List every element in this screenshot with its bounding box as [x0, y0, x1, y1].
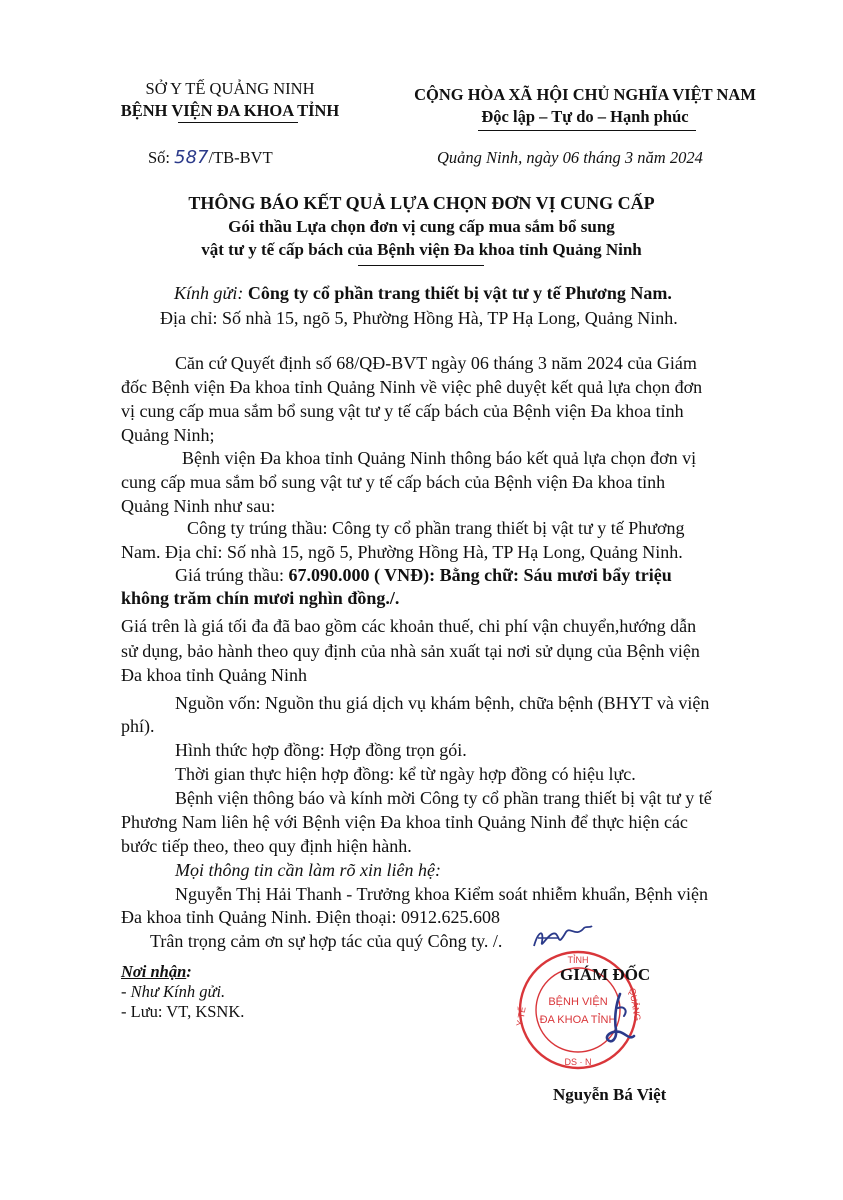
invitation-3: bước tiếp theo, theo quy định hiện hành. [121, 836, 412, 856]
number-prefix: Số: [148, 148, 171, 167]
title-subtitle-1: Gói thầu Lựa chọn đơn vị cung cấp mua sắm bổ sung [228, 217, 615, 236]
winning-company-1: Công ty trúng thầu: Công ty cổ phần trang thiết bị vật tư y tế Phương [187, 518, 685, 538]
recipient-item-2: - Lưu: VT, KSNK. [121, 1002, 245, 1021]
paragraph-basis-1: Căn cứ Quyết định số 68/QĐ-BVT ngày 06 tháng 3 năm 2024 của Giám [175, 353, 697, 373]
price-value: 67.090.000 ( VNĐ): Bằng chữ: Sáu mươi bẩy triệu [288, 565, 672, 585]
contact-intro: Mọi thông tin cần làm rõ xin liên hệ: [175, 860, 441, 880]
title-underline [358, 265, 484, 266]
paragraph-announce-3: Quảng Ninh như sau: [121, 496, 276, 516]
hospital-name: BỆNH VIỆN ĐA KHOA TỈNH [120, 101, 340, 120]
paragraph-basis-3: vị cung cấp mua sắm bổ sung vật tư y tế cấp bách của Bệnh viện Đa khoa tỉnh [121, 401, 684, 421]
title-subtitle-2: vật tư y tế cấp bách của Bệnh viện Đa khoa tỉnh Quảng Ninh [201, 240, 642, 259]
winning-company-2: Nam. Địa chỉ: Số nhà 15, ngõ 5, Phường Hồng Hà, TP Hạ Long, Quảng Ninh. [121, 542, 683, 562]
winning-price [175, 565, 672, 586]
paragraph-basis-4: Quảng Ninh; [121, 425, 215, 445]
signer-name: Nguyễn Bá Việt [553, 1085, 667, 1104]
handwritten-number: 587 [174, 147, 209, 168]
recipients-label: Nơi nhận [121, 962, 187, 981]
price-note-2: sử dụng, bảo hành theo quy định của nhà sản xuất tại nơi sử dụng của Bệnh viện [121, 641, 700, 661]
signature [590, 990, 650, 1050]
svg-text:Y TẾ: Y TẾ [514, 1005, 528, 1028]
price-note-3: Đa khoa tỉnh Quảng Ninh [121, 665, 307, 685]
stamp-line-1: BỆNH VIỆN [548, 996, 608, 1008]
paragraph-announce-2: cung cấp mua sắm bổ sung vật tư y tế cấp bách của Bệnh viện Đa khoa tỉnh [121, 472, 666, 492]
contract-duration: Thời gian thực hiện hợp đồng: kể từ ngày hợp đồng có hiệu lực. [175, 764, 636, 784]
contract-form: Hình thức hợp đồng: Hợp đồng trọn gói. [175, 740, 467, 760]
recipient-label: Kính gửi: [174, 283, 244, 303]
hospital-name-underline [178, 122, 298, 123]
funding-source-1: Nguồn vốn: Nguồn thu giá dịch vụ khám bệnh, chữa bệnh (BHYT và viện [175, 693, 710, 713]
svg-text:QUẢNG: QUẢNG [627, 987, 643, 1022]
recipient-line [174, 283, 672, 304]
agency-name: SỞ Y TẾ QUẢNG NINH [145, 79, 315, 98]
svg-text:TỈNH: TỈNH [567, 955, 589, 965]
recipient-item-1: - Như Kính gửi. [121, 982, 226, 1001]
motto-underline [478, 130, 696, 131]
invitation-2: Phương Nam liên hệ với Bệnh viện Đa khoa tỉnh Quảng Ninh để thực hiện các [121, 812, 688, 832]
recipient-address: Địa chỉ: Số nhà 15, ngõ 5, Phường Hồng Hà, TP Hạ Long, Quảng Ninh. [160, 308, 678, 328]
invitation-1: Bệnh viện thông báo và kính mời Công ty cổ phần trang thiết bị vật tư y tế [175, 788, 712, 808]
document-date: Quảng Ninh, ngày 06 tháng 3 năm 2024 [437, 148, 703, 167]
contact-person-2: Đa khoa tỉnh Quảng Ninh. Điện thoại: 0912.625.608 [121, 907, 500, 927]
recipients-heading [121, 962, 192, 982]
price-in-words: không trăm chín mươi nghìn đồng./. [121, 588, 400, 608]
paragraph-basis-2: đốc Bệnh viện Đa khoa tỉnh Quảng Ninh về việc phê duyệt kết quả lựa chọn đơn [121, 377, 703, 397]
price-note-1: Giá trên là giá tối đa đã bao gồm các khoản thuế, chi phí vận chuyển,hướng dẫn [121, 616, 697, 636]
funding-source-2: phí). [121, 716, 155, 736]
number-suffix: /TB-BVT [208, 148, 273, 167]
stamp-line-2: ĐA KHOA TỈNH [539, 1014, 617, 1026]
country-name: CỘNG HÒA XÃ HỘI CHỦ NGHĨA VIỆT NAM [414, 85, 756, 104]
recipient-name: Công ty cổ phần trang thiết bị vật tư y tế Phương Nam. [247, 283, 672, 303]
contact-person-1: Nguyễn Thị Hải Thanh - Trưởng khoa Kiểm soát nhiễm khuẩn, Bệnh viện [175, 884, 709, 904]
svg-text:DS · N: DS · N [564, 1057, 592, 1067]
document-number [148, 147, 273, 168]
recipients-colon: : [186, 962, 192, 981]
document-title: THÔNG BÁO KẾT QUẢ LỰA CHỌN ĐƠN VỊ CUNG CẤP [188, 193, 655, 213]
motto: Độc lập – Tự do – Hạnh phúc [481, 107, 689, 126]
paragraph-announce-1: Bệnh viện Đa khoa tỉnh Quảng Ninh thông báo kết quả lựa chọn đơn vị [182, 448, 697, 468]
closing-thanks: Trân trọng cảm ơn sự hợp tác của quý Công ty. /. [150, 931, 503, 951]
signer-title: GIÁM ĐỐC [560, 965, 651, 984]
price-label: Giá trúng thầu: [175, 565, 289, 585]
